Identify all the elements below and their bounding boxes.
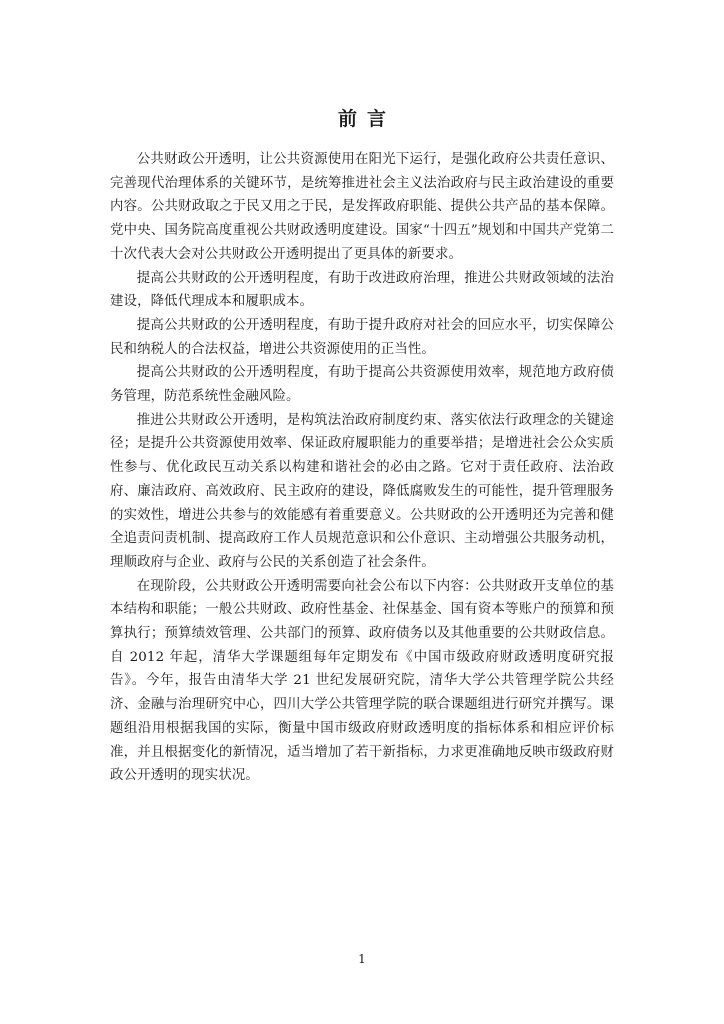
page-title: 前言 bbox=[337, 108, 396, 130]
paragraph-5: 推进公共财政公开透明，是构筑法治政府制度约束、落实依法行政理念的关键途径；是提升公共资源使用效率、保证政府履职能力的重要举措；是增进社会公众实质性参与、优化政民互动关系以构建和谐社会的必由之路。它对于责任政府、法治政府、廉洁政府、高效政府、民主政府的建设，降低腐败发生的可能性，提升管理服务的实效性，增进公共参与的效能感有着重要意义。公共财政的公开透明还为完善和健全追责问责机制、提高政府工作人员规范意识和公仆意识、主动增强公共服务动机，理顺政府与企业、政府与公民的关系创造了社会条件。 bbox=[110, 412, 614, 570]
body-text bbox=[110, 148, 614, 788]
paragraph-4: 提高公共财政的公开透明程度，有助于提高公共资源使用效率，规范地方政府债务管理，防范系统性金融风险。 bbox=[110, 365, 614, 405]
paragraph-1: 公共财政公开透明，让公共资源使用在阳光下运行，是强化政府公共责任意识、完善现代治理体系的关键环节，是统筹推进社会主义法治政府与民主政治建设的重要内容。公共财政取之于民又用之于民，是发挥政府职能、提供公共产品的基本保障。党中央、国务院高度重视公共财政透明度建设。国家“十四五”规划和中国共产党第二十次代表大会对公共财政公开透明提出了更具体的新要求。 bbox=[110, 152, 614, 262]
page-number: 1 bbox=[358, 952, 366, 966]
paragraph-2: 提高公共财政的公开透明程度，有助于改进政府治理，推进公共财政领域的法治建设，降低代理成本和履职成本。 bbox=[110, 270, 614, 310]
paragraph-3: 提高公共财政的公开透明程度，有助于提升政府对社会的回应水平，切实保障公民和纳税人的合法权益，增进公共资源使用的正当性。 bbox=[110, 317, 614, 357]
paragraph-6: 在现阶段，公共财政公开透明需要向社会公布以下内容：公共财政开支单位的基本结构和职能；一般公共财政、政府性基金、社保基金、国有资本等账户的预算和预算执行；预算绩效管理、公共部门的预算、政府债务以及其他重要的公共财政信息。自 2012 年起，清华大学课题组每年定期发布《中国市级政府财政透明度研究报告》。今年，报告由清华大学 21 世纪发展研究院，清华大学公共管理学院公共经济、金融与治理研究中心，四川大学公共管理学院的联合课题组进行研究并撰写。课题组沿用根据我国的实际，衡量中国市级政府财政透明度的指标体系和相应评价标准，并且根据变化的新情况，适当增加了若干新指标，力求更准确地反映市级政府财政公开透明的现实状况。 bbox=[110, 578, 614, 784]
